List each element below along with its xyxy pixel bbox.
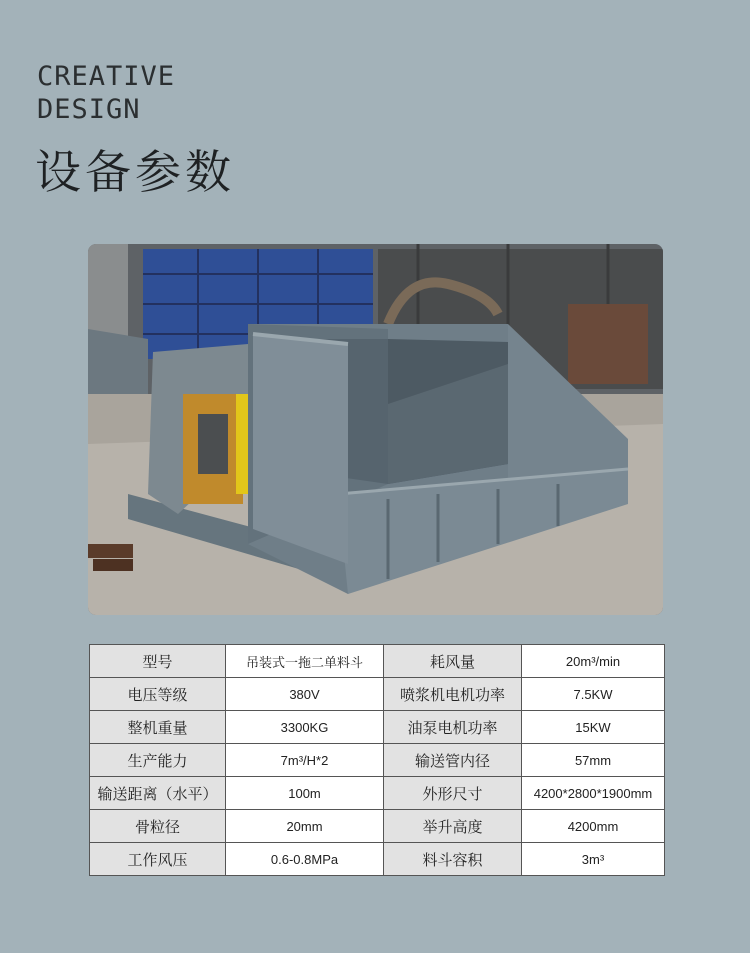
table-row [90, 777, 665, 810]
spec-value: 3300KG [226, 711, 384, 744]
spec-value: 20mm [226, 810, 384, 843]
wooden-beam [88, 544, 133, 558]
spec-value: 380V [226, 678, 384, 711]
heading-english [37, 60, 175, 126]
spec-value: 7.5KW [522, 678, 665, 711]
spec-label: 电压等级 [90, 678, 226, 711]
spec-value: 3m³ [522, 843, 665, 876]
table-row [90, 843, 665, 876]
spec-label: 喷浆机电机功率 [384, 678, 522, 711]
page-title: 设备参数 [35, 145, 235, 199]
spec-value: 20m³/min [522, 645, 665, 678]
spec-table [89, 644, 665, 876]
spec-label: 生产能力 [90, 744, 226, 777]
table-row [90, 645, 665, 678]
hopper-side-door [253, 334, 348, 564]
spec-label: 骨粒径 [90, 810, 226, 843]
table-row [90, 744, 665, 777]
spec-value: 吊装式一拖二单料斗 [226, 645, 384, 678]
background-hopper [88, 329, 148, 394]
spec-label: 型号 [90, 645, 226, 678]
spec-value: 0.6-0.8MPa [226, 843, 384, 876]
product-photo [88, 244, 663, 615]
heading-line-design: DESIGN [37, 94, 141, 125]
hydraulic-cylinder-left [236, 394, 250, 494]
spec-value: 100m [226, 777, 384, 810]
spec-label: 举升高度 [384, 810, 522, 843]
spec-label: 输送管内径 [384, 744, 522, 777]
spec-value: 4200mm [522, 810, 665, 843]
spec-label: 整机重量 [90, 711, 226, 744]
machine-illustration [88, 244, 663, 615]
spec-label: 输送距离（水平） [90, 777, 226, 810]
motor [198, 414, 228, 474]
table-row [90, 810, 665, 843]
spec-label: 工作风压 [90, 843, 226, 876]
spec-label: 料斗容积 [384, 843, 522, 876]
spec-value: 57mm [522, 744, 665, 777]
table-row [90, 711, 665, 744]
table-row [90, 678, 665, 711]
spec-label: 油泵电机功率 [384, 711, 522, 744]
spec-label: 外形尺寸 [384, 777, 522, 810]
spec-value: 7m³/H*2 [226, 744, 384, 777]
heading-line-creative: CREATIVE [37, 61, 176, 92]
spec-value: 15KW [522, 711, 665, 744]
spec-value: 4200*2800*1900mm [522, 777, 665, 810]
spec-label: 耗风量 [384, 645, 522, 678]
background-equipment [568, 304, 648, 384]
